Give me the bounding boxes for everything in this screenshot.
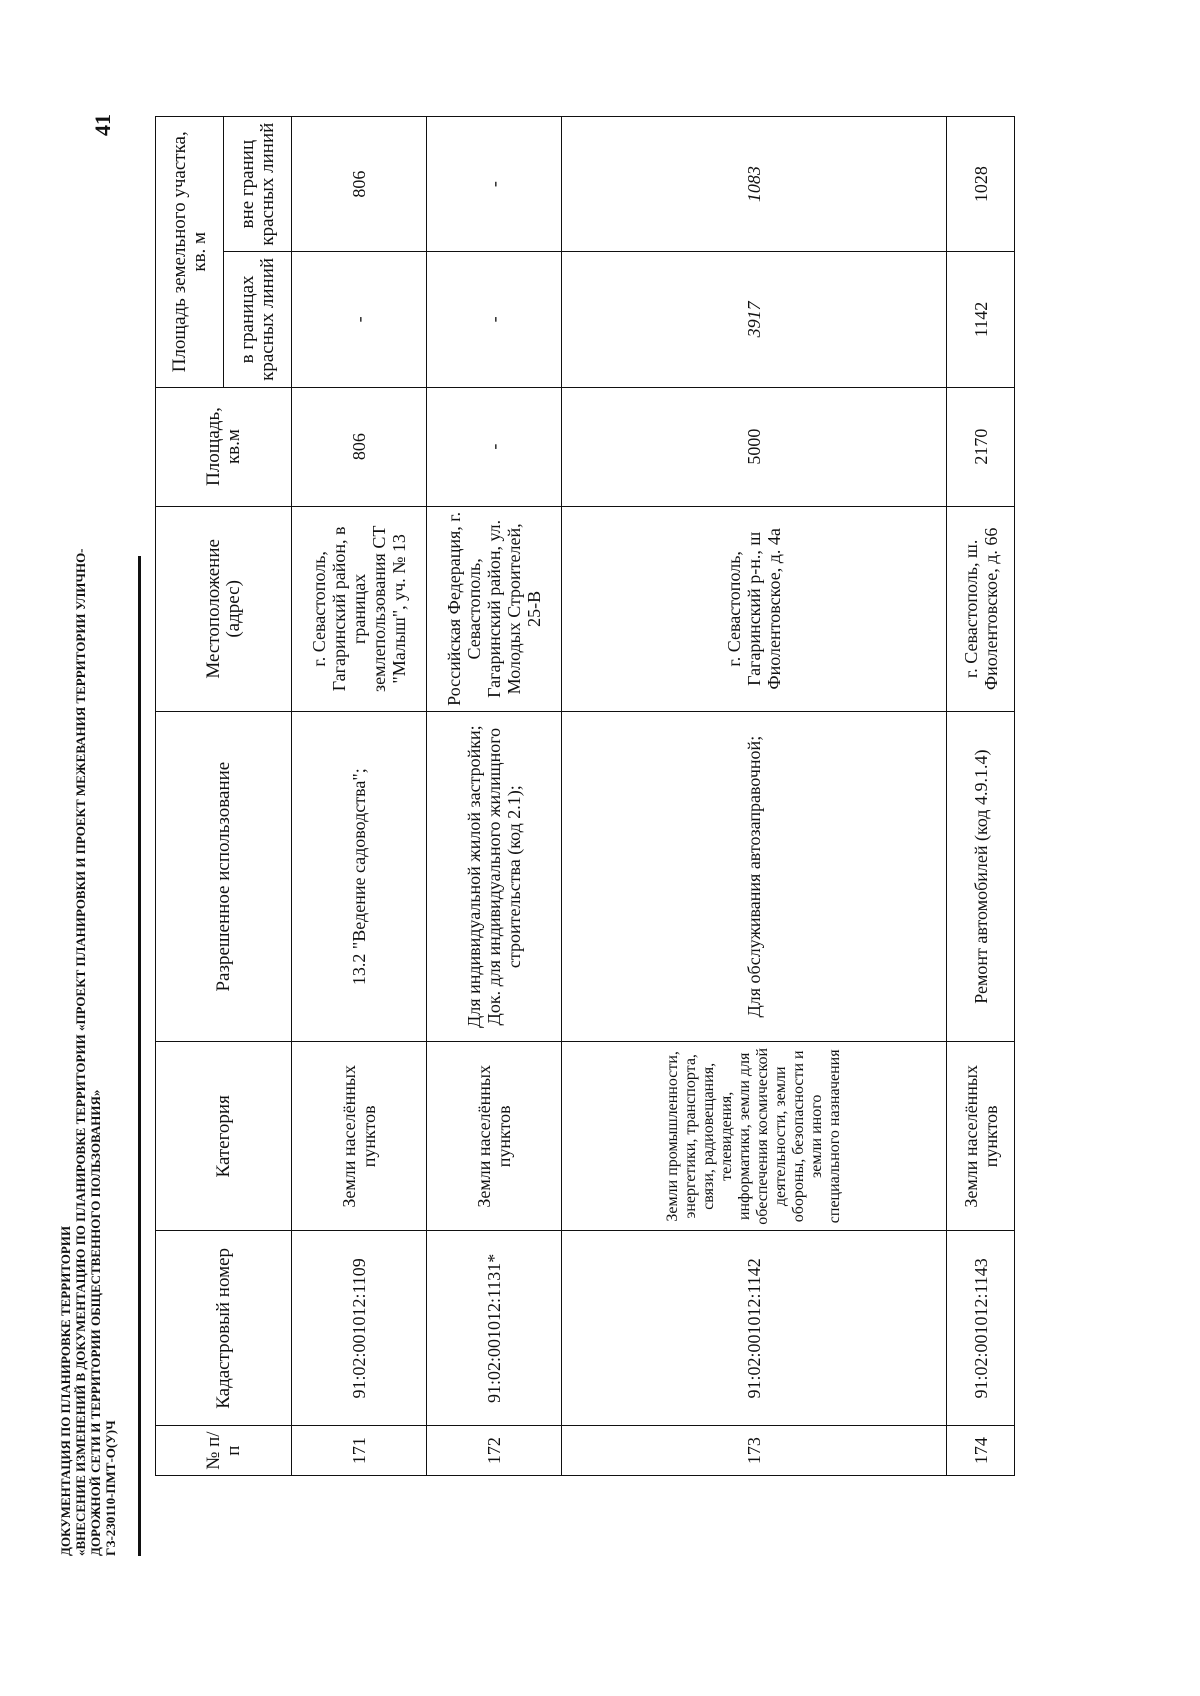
cell-num: 172 [427,1426,562,1476]
cell-cadastral: 91:02:001012:1109 [292,1231,427,1426]
header-line: ГЗ-230110-ПМТ-О(У)Ч [103,1420,118,1556]
cell-category: Земли населённых пунктов [427,1042,562,1231]
cell-outside: 1028 [947,117,1015,252]
cell-area: 2170 [947,387,1015,506]
land-plots-table [155,116,1015,1476]
cell-outside: 806 [292,117,427,252]
cell-inside: 3917 [562,252,947,387]
table-row [292,117,427,1476]
cell-usage: Ремонт автомобилей (код 4.9.1.4) [947,712,1015,1042]
table-row [562,117,947,1476]
cell-location: г. Севастополь, Гагаринский район, в границах землепользования СТ "Малыш", уч. № 13 [292,506,427,712]
header-rule [138,556,141,1556]
cell-cadastral: 91:02:001012:1131* [427,1231,562,1426]
col-header-plot-area: Площадь земельного участка, кв. м [156,117,224,388]
cell-usage: Для обслуживания автозаправочной; [562,712,947,1042]
cell-outside: 1083 [562,117,947,252]
cell-location: Российская Федерация, г. Севастополь, Гагаринский район, ул. Молодых Строителей, 25-В [427,506,562,712]
cell-category: Земли населённых пунктов [947,1042,1015,1231]
cell-location: г. Севастополь, Гагаринский р-н., ш Фиолентовское, д. 4а [562,506,947,712]
cell-inside: 1142 [947,252,1015,387]
col-header-num: № п/п [156,1426,292,1476]
header-line: «ВНЕСЕНИЕ ИЗМЕНЕНИЙ В ДОКУМЕНТАЦИЮ ПО ПЛАНИРОВКЕ ТЕРРИТОРИИ «ПРОЕКТ ПЛАНИРОВКИ И ПРОЕКТ МЕЖЕВАНИЯ ТЕРРИТОРИИ УЛИЧНО- [73,548,88,1556]
col-header-location: Местоположение (адрес) [156,506,292,712]
cell-inside: - [292,252,427,387]
cell-num: 171 [292,1426,427,1476]
cell-inside: - [427,252,562,387]
cell-usage: Для индивидуальной жилой застройки; Док. для индивидуального жилищного строительства (код 2.1); [427,712,562,1042]
col-header-usage: Разрешенное использование [156,712,292,1042]
table-row [427,117,562,1476]
cell-cadastral: 91:02:001012:1142 [562,1231,947,1426]
cell-outside: - [427,117,562,252]
document-header [58,548,118,1556]
col-header-cadastral: Кадастровый номер [156,1231,292,1426]
cell-area: 5000 [562,387,947,506]
col-header-category: Категория [156,1042,292,1231]
col-header-inside-red-lines: в границах красных линий [224,252,292,387]
cell-area: - [427,387,562,506]
cell-area: 806 [292,387,427,506]
cell-usage: 13.2 "Ведение садоводства"; [292,712,427,1042]
col-header-area: Площадь, кв.м [156,387,292,506]
header-line: ДОКУМЕНТАЦИЯ ПО ПЛАНИРОВКЕ ТЕРРИТОРИИ [58,1225,73,1556]
cell-cadastral: 91:02:001012:1143 [947,1231,1015,1426]
cell-location: г. Севастополь, ш. Фиолентовское, д. 66 [947,506,1015,712]
cell-category: Земли промышленности, энергетики, транспорта, связи, радиовещания, телевидения, информатики, земли для обеспечения космической деятельности, земли обороны, безопасности и земли иного специального назначения [562,1042,947,1231]
cell-num: 173 [562,1426,947,1476]
col-header-outside-red-lines: вне границ красных линий [224,117,292,252]
cell-num: 174 [947,1426,1015,1476]
cell-category: Земли населённых пунктов [292,1042,427,1231]
page-number: 41 [90,114,115,136]
header-line: ДОРОЖНОЙ СЕТИ И ТЕРРИТОРИИ ОБЩЕСТВЕННОГО ПОЛЬЗОВАНИЯ» [88,1089,103,1556]
table-row [947,117,1015,1476]
